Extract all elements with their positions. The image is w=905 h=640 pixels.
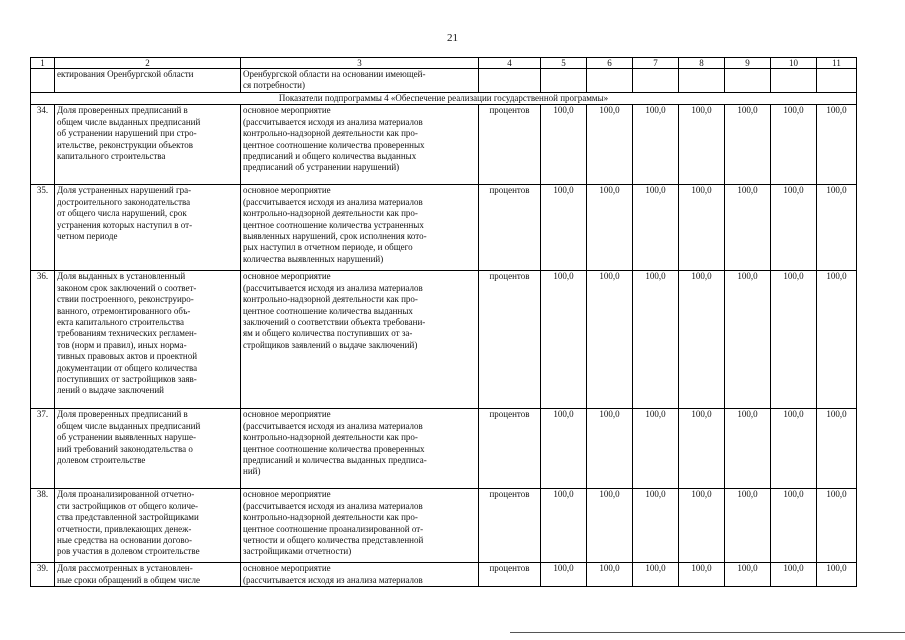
row-number: 38.: [31, 489, 55, 563]
value-cell: 100,0: [587, 185, 633, 271]
continuation-name-cell: ектирования Оренбургской области: [55, 69, 241, 93]
value-cell: 100,0: [541, 409, 587, 489]
subprogram-header-row: [31, 93, 857, 105]
value-cell: 100,0: [817, 105, 857, 185]
empty-cell: [633, 69, 679, 93]
column-header: 3: [241, 58, 479, 69]
empty-cell: [771, 69, 817, 93]
empty-cell: [31, 69, 55, 93]
calculation-method: основное мероприятие (рассчитывается исходя из анализа материалов: [241, 563, 479, 587]
table-row: [31, 185, 857, 271]
empty-cell: [679, 69, 725, 93]
value-cell: 100,0: [725, 563, 771, 587]
table-row: [31, 271, 857, 409]
value-cell: 100,0: [771, 185, 817, 271]
unit-cell: процентов: [479, 409, 541, 489]
column-header-row: [31, 58, 857, 69]
value-cell: 100,0: [817, 271, 857, 409]
value-cell: 100,0: [771, 409, 817, 489]
value-cell: 100,0: [817, 563, 857, 587]
table-row: [31, 563, 857, 587]
empty-cell: [725, 69, 771, 93]
value-cell: 100,0: [587, 563, 633, 587]
continuation-method-cell: Оренбургской области на основании имеющей- ся потребности): [241, 69, 479, 93]
value-cell: 100,0: [587, 271, 633, 409]
row-number: 35.: [31, 185, 55, 271]
row-number: 36.: [31, 271, 55, 409]
unit-cell: процентов: [479, 185, 541, 271]
value-cell: 100,0: [725, 489, 771, 563]
value-cell: 100,0: [679, 185, 725, 271]
value-cell: 100,0: [817, 409, 857, 489]
indicator-name: Доля выданных в установленный законом срок заключений о соответ- ствии построенного, реконструиро- ванного, отремонтированного объ- екта капитального строительства требованиям технических регламен- тов (норм и правил), иных норма- тивных правовых актов и проектной документации от общего количества поступивших от застройщиков заяв- лений о выдаче заключений: [55, 271, 241, 409]
unit-cell: процентов: [479, 489, 541, 563]
table-row: [31, 489, 857, 563]
column-header: 1: [31, 58, 55, 69]
indicator-name: Доля проанализированной отчетно- сти застройщиков от общего количе- ства представленной застройщиками отчетности, привлекающих денеж- ные средства на основании догово- ров участия в долевом строительстве: [55, 489, 241, 563]
column-header: 7: [633, 58, 679, 69]
indicators-table: [30, 57, 857, 587]
column-header: 5: [541, 58, 587, 69]
unit-cell: процентов: [479, 271, 541, 409]
calculation-method: основное мероприятие (рассчитывается исходя из анализа материалов контрольно-надзорной деятельности как про- центное соотношение количества устраненных выявленных нарушений, срок исполнения кото- рых наступил в отчетном периоде, и общего количества выявленных нарушений): [241, 185, 479, 271]
indicator-name: Доля проверенных предписаний в общем числе выданных предписаний об устранении нарушений при стро- ительстве, реконструкции объектов капитального строительства: [55, 105, 241, 185]
column-header: 4: [479, 58, 541, 69]
value-cell: 100,0: [541, 105, 587, 185]
value-cell: 100,0: [541, 489, 587, 563]
calculation-method: основное мероприятие (рассчитывается исходя из анализа материалов контрольно-надзорной деятельности как про- центное соотношение количества проверенных предписаний и общего количества выданных предписаний об устранении нарушений): [241, 105, 479, 185]
empty-cell: [541, 69, 587, 93]
empty-cell: [479, 69, 541, 93]
unit-cell: процентов: [479, 563, 541, 587]
value-cell: 100,0: [541, 185, 587, 271]
table-row: [31, 105, 857, 185]
value-cell: 100,0: [725, 185, 771, 271]
calculation-method: основное мероприятие (рассчитывается исходя из анализа материалов контрольно-надзорной деятельности как про- центное соотношение количества проверенных предписаний и количества выданных предписа- ний): [241, 409, 479, 489]
value-cell: 100,0: [541, 563, 587, 587]
empty-cell: [587, 69, 633, 93]
value-cell: 100,0: [587, 409, 633, 489]
column-header: 2: [55, 58, 241, 69]
value-cell: 100,0: [679, 489, 725, 563]
value-cell: 100,0: [771, 271, 817, 409]
value-cell: 100,0: [679, 105, 725, 185]
continuation-row: [31, 69, 857, 93]
value-cell: 100,0: [817, 185, 857, 271]
value-cell: 100,0: [771, 105, 817, 185]
value-cell: 100,0: [679, 271, 725, 409]
value-cell: 100,0: [587, 105, 633, 185]
calculation-method: основное мероприятие (рассчитывается исходя из анализа материалов контрольно-надзорной деятельности как про- центное соотношение проанализированной от- четности и общего количества представленной застройщиками отчетности): [241, 489, 479, 563]
column-header: 8: [679, 58, 725, 69]
value-cell: 100,0: [541, 271, 587, 409]
indicator-name: Доля проверенных предписаний в общем числе выданных предписаний об устранении выявленных наруше- ний требований законодательства о долевом строительстве: [55, 409, 241, 489]
value-cell: 100,0: [771, 563, 817, 587]
value-cell: 100,0: [633, 489, 679, 563]
column-header: 9: [725, 58, 771, 69]
column-header: 11: [817, 58, 857, 69]
row-number: 39.: [31, 563, 55, 587]
indicator-name: Доля устраненных нарушений гра- достроительного законодательства от общего числа нарушений, срок устранения которых наступил в от- четном периоде: [55, 185, 241, 271]
empty-cell: [817, 69, 857, 93]
row-number: 37.: [31, 409, 55, 489]
page-number: 21: [447, 32, 458, 44]
row-number: 34.: [31, 105, 55, 185]
table-body: [31, 58, 857, 587]
value-cell: 100,0: [633, 409, 679, 489]
subprogram-title: Показатели подпрограммы 4 «Обеспечение реализации государственной программы»: [31, 93, 857, 105]
value-cell: 100,0: [725, 409, 771, 489]
value-cell: 100,0: [725, 271, 771, 409]
value-cell: 100,0: [633, 563, 679, 587]
calculation-method: основное мероприятие (рассчитывается исходя из анализа материалов контрольно-надзорной деятельности как про- центное соотношение количества выданных заключений о соответствии объекта требовани- ям и общего количества поступивших от за- стройщиков заявлений о выдаче заключений): [241, 271, 479, 409]
value-cell: 100,0: [633, 185, 679, 271]
value-cell: 100,0: [679, 563, 725, 587]
column-header: 10: [771, 58, 817, 69]
value-cell: 100,0: [633, 105, 679, 185]
value-cell: 100,0: [725, 105, 771, 185]
unit-cell: процентов: [479, 105, 541, 185]
value-cell: 100,0: [587, 489, 633, 563]
page-edge-line: [510, 632, 905, 633]
value-cell: 100,0: [817, 489, 857, 563]
column-header: 6: [587, 58, 633, 69]
value-cell: 100,0: [771, 489, 817, 563]
indicator-name: Доля рассмотренных в установлен- ные сроки обращений в общем числе: [55, 563, 241, 587]
table-row: [31, 409, 857, 489]
value-cell: 100,0: [679, 409, 725, 489]
value-cell: 100,0: [633, 271, 679, 409]
